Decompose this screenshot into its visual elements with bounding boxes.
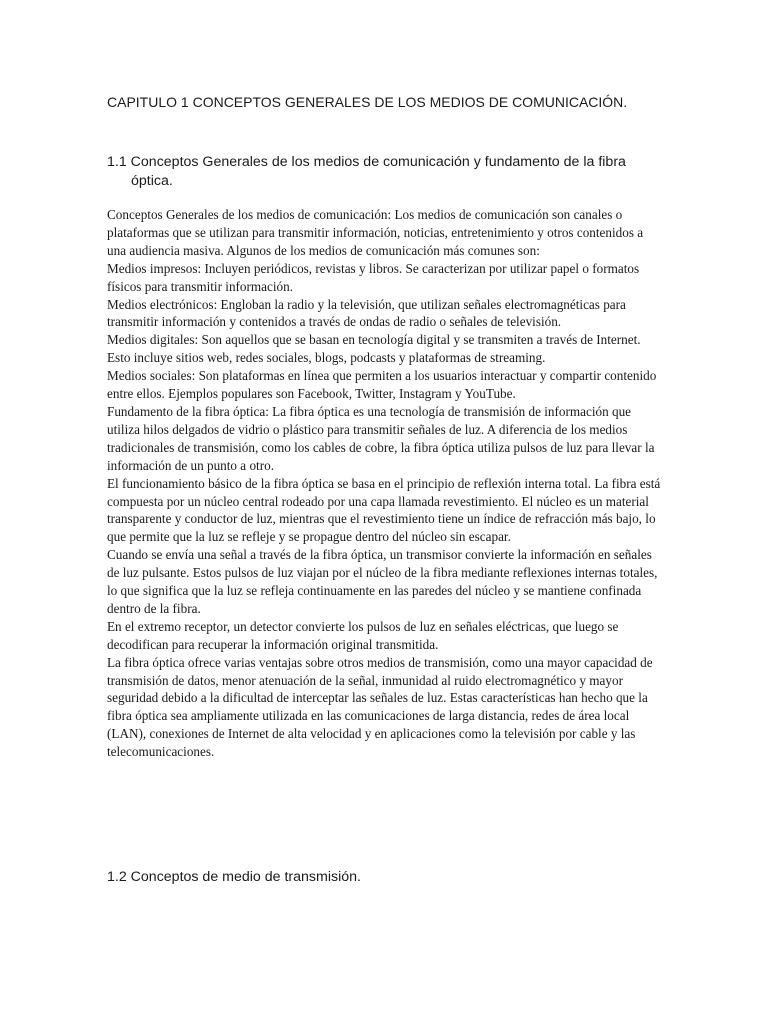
chapter-title: CAPITULO 1 CONCEPTOS GENERALES DE LOS MEDIOS DE COMUNICACIÓN.	[107, 94, 628, 110]
paragraph: Cuando se envía una señal a través de la fibra óptica, un transmisor convierte la información en señales de luz pulsante. Estos pulsos de luz viajan por el núcleo de la fibra mediante reflexiones internas totales, lo que significa que la luz se refleja continuamente en las paredes del núcleo y se mantiene confinada dentro de la fibra.	[107, 547, 658, 616]
paragraph: Medios sociales: Son plataformas en línea que permiten a los usuarios interactuar y compartir contenido entre ellos. Ejemplos populares son Facebook, Twitter, Instagram y YouTube.	[107, 368, 657, 402]
paragraph: En el extremo receptor, un detector convierte los pulsos de luz en señales eléctricas, que luego se decodifican para recuperar la información original transmitida.	[107, 618, 619, 652]
paragraph: Conceptos Generales de los medios de comunicación: Los medios de comunicación son canales o plataformas que se utilizan para transmitir información, noticias, entretenimiento y otros contenidos a una audiencia masiva. Algunos de los medios de comunicación más comunes son:	[107, 207, 644, 258]
section-heading-1-2: 1.2 Conceptos de medio de transmisión.	[107, 869, 361, 885]
paragraph: Medios digitales: Son aquellos que se basan en tecnología digital y se transmiten a través de Internet. Esto incluye sitios web, redes sociales, blogs, podcasts y plataformas de streaming.	[107, 332, 641, 366]
body-text	[107, 206, 663, 761]
paragraph: El funcionamiento básico de la fibra óptica se basa en el principio de reflexión interna total. La fibra está compuesta por un núcleo central rodeado por una capa llamada revestimiento. El núcleo es un material transparente y conductor de luz, mientras que el revestimiento tiene un índice de refracción más bajo, lo que permite que la luz se refleje y se propague dentro del núcleo sin escapar.	[107, 475, 661, 545]
section-heading-1-1: 1.1 Conceptos Generales de los medios de comunicación y fundamento de la fibra óptica.	[107, 154, 626, 189]
paragraph: La fibra óptica ofrece varias ventajas sobre otros medios de transmisión, como una mayor capacidad de transmisión de datos, menor atenuación de la señal, inmunidad al ruido electromagnético y mayor seguridad debido a la dificultad de interceptar las señales de luz. Estas características han hecho que la fibra óptica sea ampliamente utilizada en las comunicaciones de larga distancia, redes de área local (LAN), conexiones de Internet de alta velocidad y en aplicaciones como la televisión por cable y las telecomunicaciones.	[107, 654, 653, 760]
paragraph: Fundamento de la fibra óptica: La fibra óptica es una tecnología de transmisión de información que utiliza hilos delgados de vidrio o plástico para transmitir señales de luz. A diferencia de los medios tradicionales de transmisión, como los cables de cobre, la fibra óptica utiliza pulsos de luz para llevar la información de un punto a otro.	[107, 403, 655, 473]
paragraph: Medios electrónicos: Engloban la radio y la televisión, que utilizan señales electromagnéticas para transmitir información y contenidos a través de ondas de radio o señales de televisión.	[107, 296, 626, 330]
paragraph: Medios impresos: Incluyen periódicos, revistas y libros. Se caracterizan por utilizar papel o formatos físicos para transmitir información.	[107, 260, 640, 294]
